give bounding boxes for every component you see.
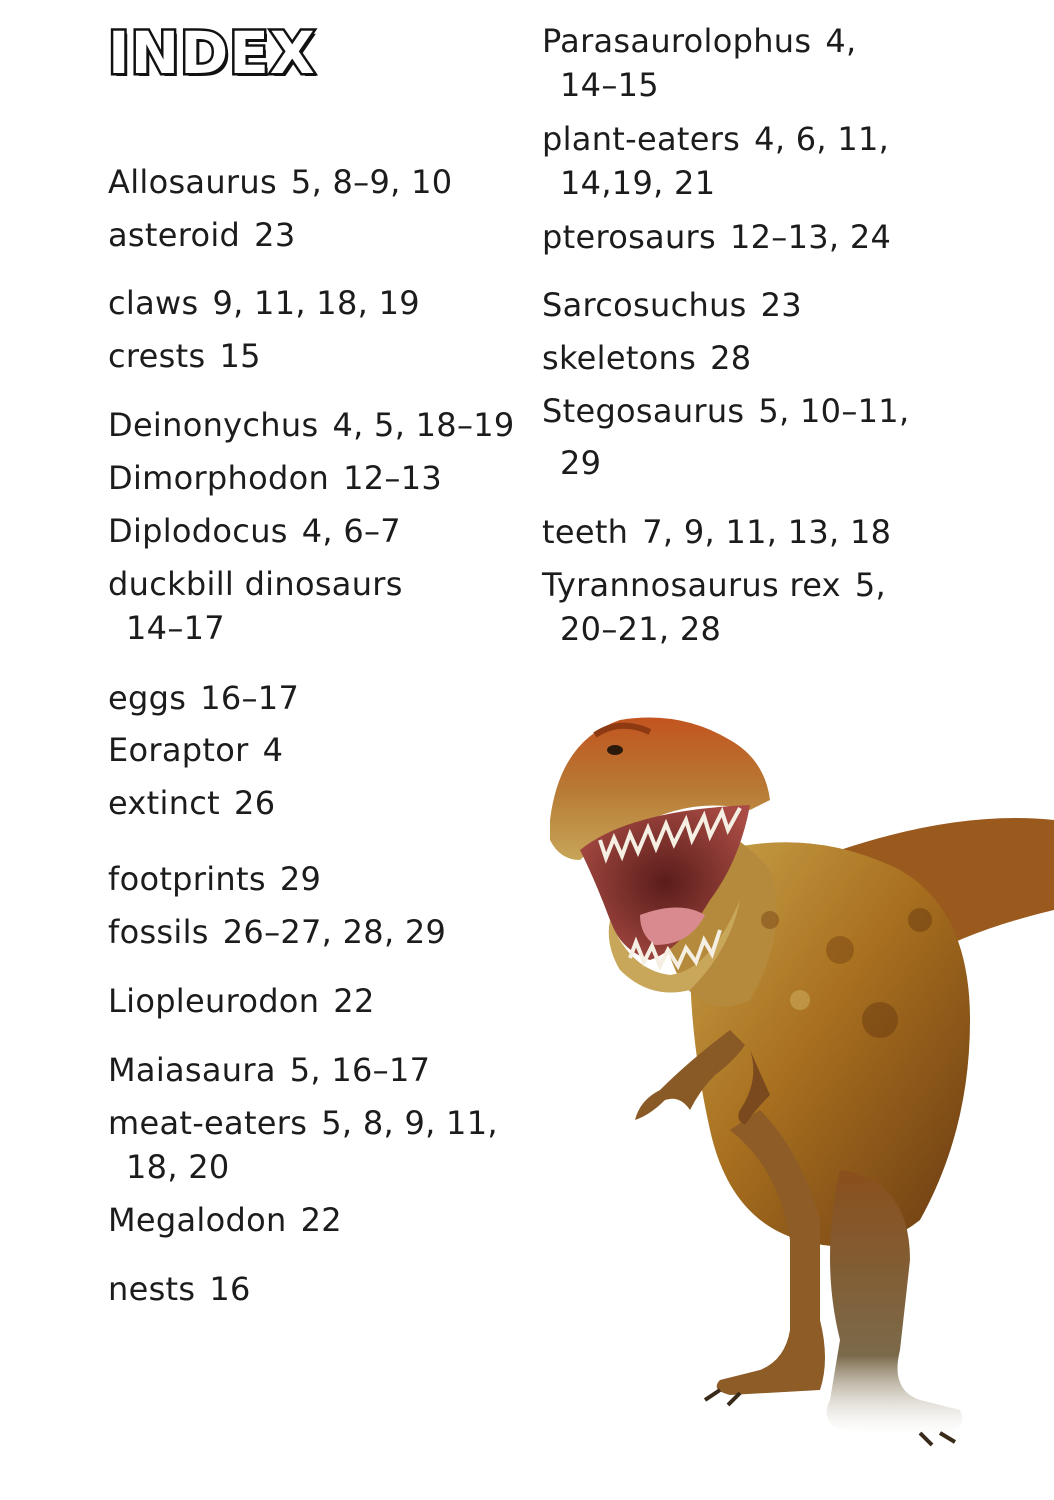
index-term: Dimorphodon	[108, 459, 330, 497]
index-term: eggs	[108, 679, 187, 717]
index-entry	[108, 1101, 498, 1189]
index-pages: 23	[254, 216, 296, 254]
index-pages-continued: 18, 20	[126, 1148, 230, 1186]
index-term: plant-eaters	[542, 120, 741, 158]
index-entry	[108, 213, 295, 257]
index-pages-continued: 14,19, 21	[560, 164, 716, 202]
index-entry	[108, 281, 420, 325]
index-term: fossils	[108, 913, 209, 951]
index-pages: 22	[300, 1201, 342, 1239]
index-pages: 9, 11, 18, 19	[212, 284, 420, 322]
page-title: INDEX	[108, 19, 316, 87]
index-pages: 26	[234, 784, 276, 822]
index-term: Allosaurus	[108, 163, 277, 201]
index-entry	[108, 676, 299, 720]
index-pages: 15	[219, 337, 261, 375]
index-term: crests	[108, 337, 206, 375]
index-entry	[108, 1048, 430, 1092]
index-term: Megalodon	[108, 1201, 287, 1239]
index-entry	[108, 456, 442, 500]
index-entry	[542, 336, 751, 380]
index-pages: 4, 5, 18–19	[332, 406, 515, 444]
index-term: Stegosaurus	[542, 392, 745, 430]
index-pages-continued: 14–17	[126, 609, 225, 647]
index-pages-continued: 14–15	[560, 66, 659, 104]
index-entry	[108, 562, 417, 650]
index-term: Tyrannosaurus rex	[542, 566, 841, 604]
index-term: Deinonychus	[108, 406, 319, 444]
index-entry	[542, 510, 891, 554]
index-entry	[542, 19, 856, 107]
index-entry	[542, 117, 889, 205]
index-term: teeth	[542, 513, 629, 551]
index-pages: 16	[209, 1270, 251, 1308]
index-pages: 5, 8, 9, 11,	[321, 1104, 498, 1142]
index-entry	[108, 403, 515, 447]
index-entry	[108, 1267, 251, 1311]
index-pages: 4, 6–7	[301, 512, 401, 550]
index-term: extinct	[108, 784, 221, 822]
index-term: duckbill dinosaurs	[108, 565, 403, 603]
index-entry	[542, 389, 909, 485]
index-term: Liopleurodon	[108, 982, 320, 1020]
index-term: Diplodocus	[108, 512, 288, 550]
tyrannosaurus-illustration	[540, 700, 1054, 1480]
index-pages: 22	[333, 982, 375, 1020]
index-entry	[108, 781, 275, 825]
index-term: meat-eaters	[108, 1104, 308, 1142]
index-entry	[542, 215, 891, 259]
index-entry	[108, 1198, 342, 1242]
index-term: Eoraptor	[108, 731, 249, 769]
index-entry	[108, 979, 375, 1023]
index-term: Sarcosuchus	[542, 286, 747, 324]
index-term: claws	[108, 284, 199, 322]
index-entry	[108, 728, 283, 772]
index-entry	[108, 910, 446, 954]
index-term: Parasaurolophus	[542, 22, 812, 60]
index-pages: 16–17	[200, 679, 300, 717]
index-entry	[108, 160, 452, 204]
index-term: asteroid	[108, 216, 241, 254]
index-pages-continued: 20–21, 28	[560, 610, 722, 648]
index-pages: 5, 16–17	[289, 1051, 431, 1089]
index-pages: 12–13, 24	[729, 218, 892, 256]
index-entry	[108, 334, 261, 378]
index-pages: 23	[760, 286, 802, 324]
index-entry	[108, 857, 321, 901]
index-term: pterosaurs	[542, 218, 716, 256]
index-term: Maiasaura	[108, 1051, 276, 1089]
index-term: skeletons	[542, 339, 697, 377]
index-pages: 7, 9, 11, 13, 18	[642, 513, 892, 551]
index-pages: 28	[710, 339, 752, 377]
index-pages: 29	[279, 860, 322, 898]
index-pages: 4,	[825, 22, 857, 60]
index-entry	[108, 509, 401, 553]
index-pages: 12–13	[343, 459, 443, 497]
index-pages: 4	[262, 731, 284, 769]
index-pages: 26–27, 28, 29	[222, 913, 447, 951]
index-term: footprints	[108, 860, 266, 898]
index-entry	[542, 283, 802, 327]
index-pages: 5, 10–11,	[758, 392, 910, 430]
index-term: nests	[108, 1270, 196, 1308]
index-pages-continued: 29	[560, 444, 602, 482]
index-pages: 5, 8–9, 10	[290, 163, 453, 201]
index-pages: 4, 6, 11,	[754, 120, 890, 158]
index-pages: 5,	[854, 566, 887, 604]
index-entry	[542, 563, 886, 651]
